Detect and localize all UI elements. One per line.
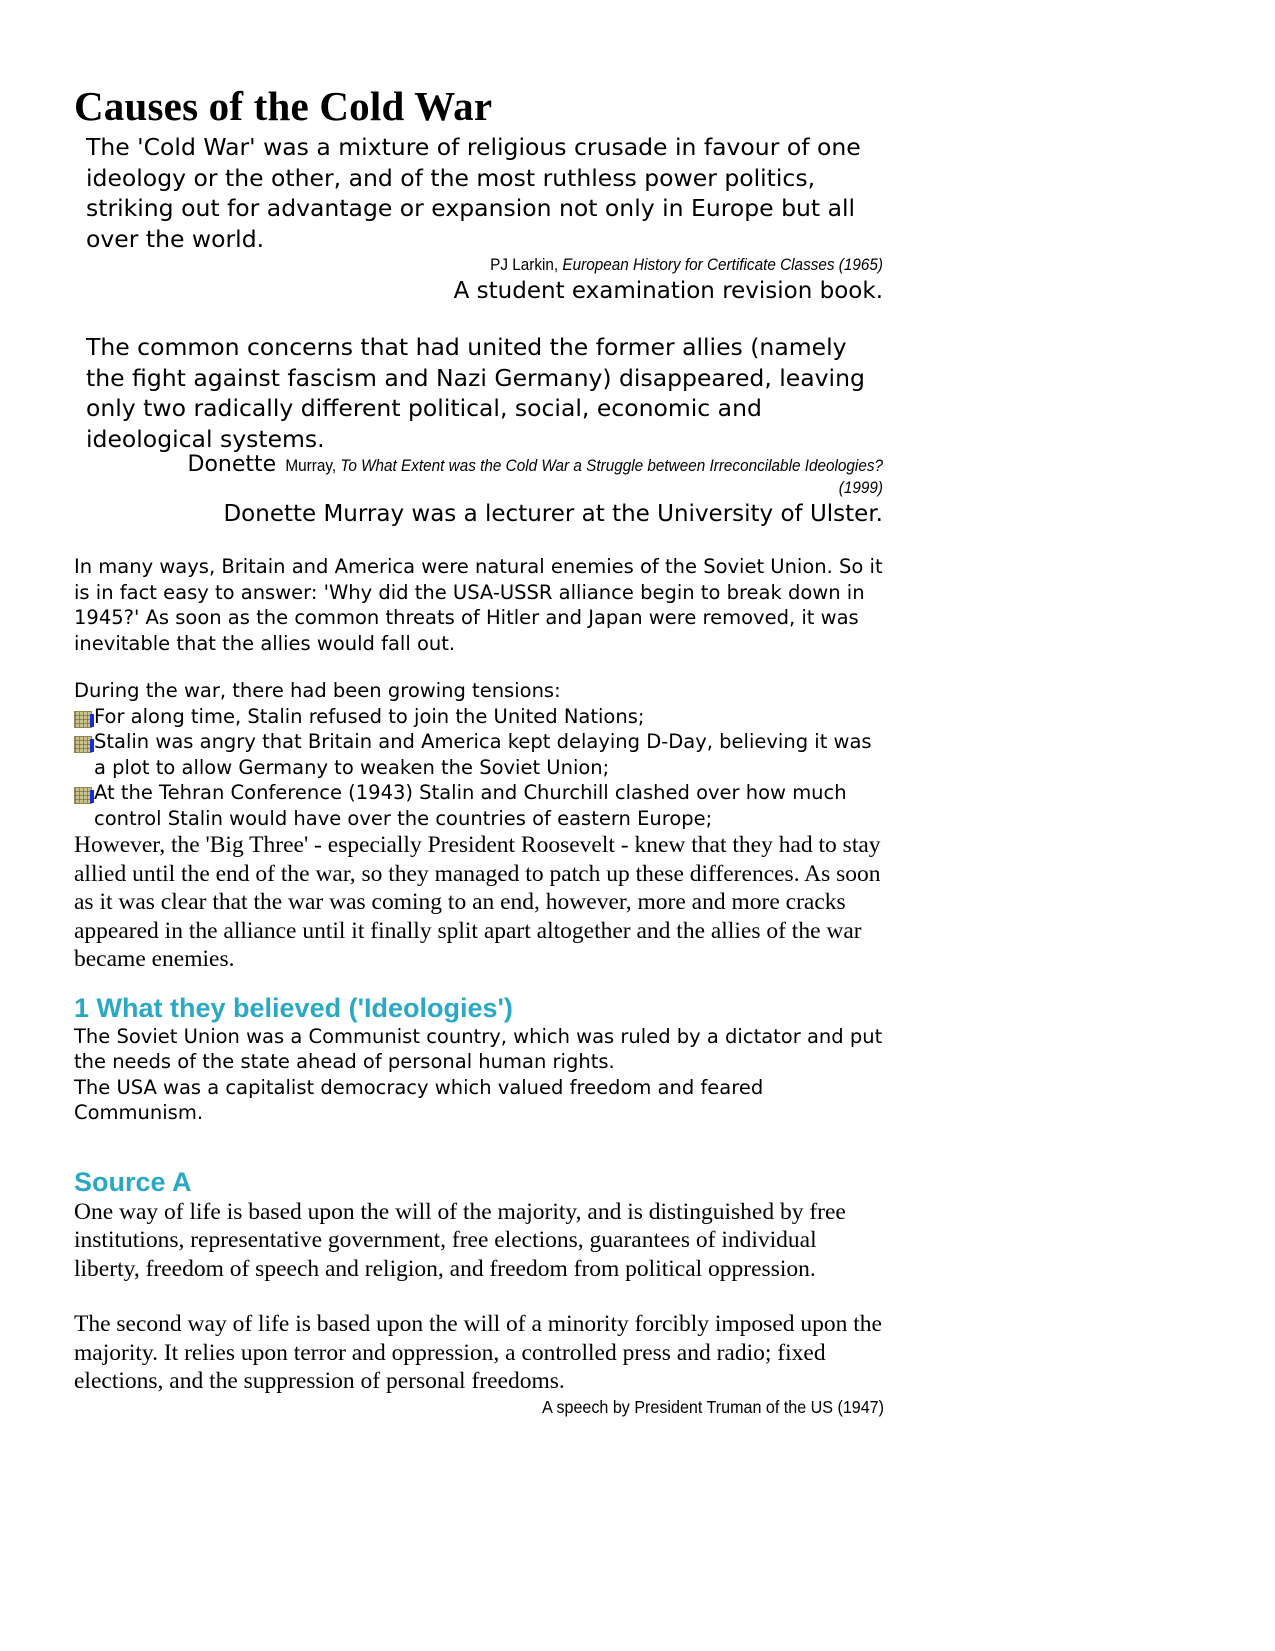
quote-attribution: Donette Murray, To What Extent was the Cold War a Struggle between Irreconcilable Ideologies? (1999)	[187, 452, 883, 497]
bullet-icon	[74, 787, 92, 804]
bullet-icon	[74, 711, 92, 728]
tensions-list	[74, 704, 884, 832]
ideology-ussr: The Soviet Union was a Communist country, which was ruled by a dictator and put the needs of the state ahead of personal human rights.	[74, 1024, 883, 1073]
bullet-icon	[74, 736, 92, 753]
list-item: At the Tehran Conference (1943) Stalin and Churchill clashed over how much control Stalin would have over the countries of eastern Europe;	[74, 780, 884, 831]
list-item: Stalin was angry that Britain and America kept delaying D-Day, believing it was a plot to allow Germany to weaken the Soviet Union;	[74, 729, 884, 780]
section-heading-source-a: Source A	[74, 1166, 192, 1197]
document-page	[74, 82, 884, 1418]
source-a-attribution: A speech by President Truman of the US (1947)	[542, 1396, 884, 1417]
quote-murray	[86, 332, 883, 529]
quote-note: Donette Murray was a lecturer at the University of Ulster.	[223, 501, 883, 527]
tensions-conclusion: However, the 'Big Three' - especially President Roosevelt - knew that they had to stay allied until the end of the war, so they managed to patch up these differences. As soon as it was clear that the war was coming to an end, however, more and more cracks appeared in the alliance until it finally split apart altogether and the allies of the war became enemies.	[74, 832, 881, 972]
section-heading-ideologies: 1 What they believed ('Ideologies')	[74, 992, 513, 1023]
intro-paragraph: In many ways, Britain and America were natural enemies of the Soviet Union. So it is in fact easy to answer: 'Why did the USA-USSR alliance begin to break down in 1945?' As soon as the common threats of Hitler and Japan were removed, it was inevitable that the allies would fall out.	[74, 555, 883, 655]
quote-text: The common concerns that had united the former allies (namely the fight against fascism and Nazi Germany) disappeared, leaving only two radically different political, social, economic and ideological systems.	[86, 333, 865, 453]
source-a-para1: One way of life is based upon the will of the majority, and is distinguished by free institutions, representative government, free elections, guarantees of individual liberty, freedom of speech and religion, and freedom from political oppression.	[74, 1198, 846, 1282]
ideology-usa: The USA was a capitalist democracy which valued freedom and feared Communism.	[74, 1075, 764, 1124]
page-title: Causes of the Cold War	[74, 83, 493, 129]
tensions-lead: During the war, there had been growing tensions:	[74, 679, 561, 702]
list-item: For along time, Stalin refused to join the United Nations;	[74, 704, 884, 730]
source-a-para2: The second way of life is based upon the will of a minority forcibly imposed upon the majority. It relies upon terror and oppression, a controlled press and radio; fixed elections, and the suppression of personal freedoms.	[74, 1311, 882, 1394]
quote-larkin	[86, 132, 883, 306]
quote-note: A student examination revision book.	[453, 278, 883, 304]
quote-attribution: PJ Larkin, European History for Certificate Classes (1965)	[490, 255, 883, 274]
quote-text: The 'Cold War' was a mixture of religious crusade in favour of one ideology or the other, and of the most ruthless power politics, striking out for advantage or expansion not only in Europe but all over the world.	[86, 133, 861, 253]
